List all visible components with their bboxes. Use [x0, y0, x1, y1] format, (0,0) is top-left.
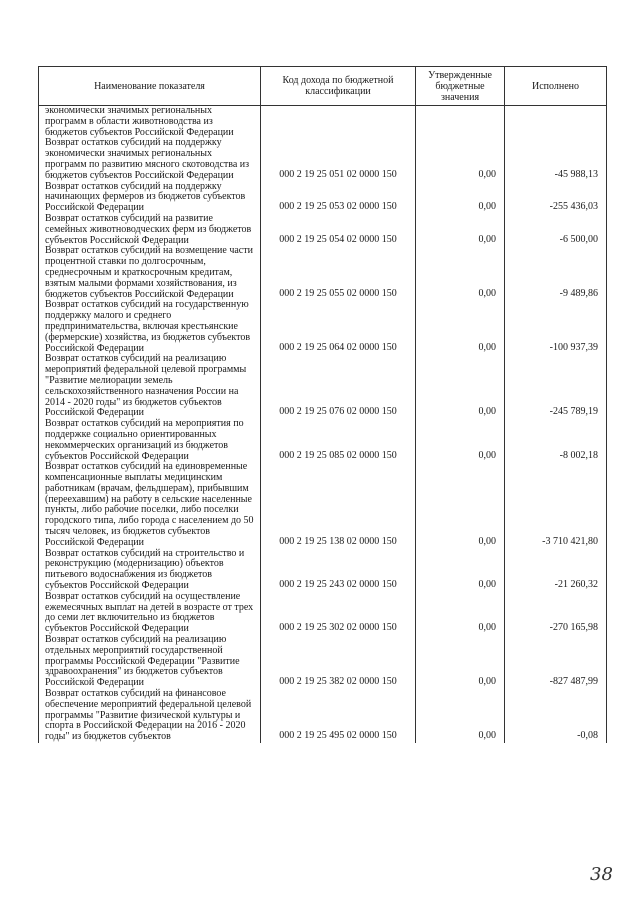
row-done: -827 487,99: [505, 635, 607, 689]
row-done: -6 500,00: [505, 214, 607, 246]
row-name: Возврат остатков субсидий на развитие семейных животноводческих ферм из бюджетов субъектов Российской Федерации: [39, 214, 261, 246]
page-number: 38: [590, 864, 613, 885]
row-done: -3 710 421,80: [505, 462, 607, 548]
table-row: [39, 214, 607, 246]
row-code: 000 2 19 25 051 02 0000 150: [261, 138, 416, 181]
table-row: [39, 182, 607, 214]
row-code: 000 2 19 25 053 02 0000 150: [261, 182, 416, 214]
row-approved: 0,00: [416, 354, 505, 419]
header-done: Исполнено: [505, 67, 607, 106]
row-done: [505, 106, 607, 139]
row-name: Возврат остатков субсидий на строительство и реконструкцию (модернизацию) объектов питьевого водоснабжения из бюджетов субъектов Российской Федерации: [39, 549, 261, 592]
row-approved: [416, 106, 505, 139]
row-code: [261, 106, 416, 139]
row-code: 000 2 19 25 054 02 0000 150: [261, 214, 416, 246]
row-name: Возврат остатков субсидий на возмещение части процентной ставки по долгосрочным, среднесрочным и краткосрочным кредитам, взятым малыми формами хозяйствования, из бюджетов субъектов Российской Федерации: [39, 246, 261, 300]
row-done: -8 002,18: [505, 419, 607, 462]
table-row: [39, 354, 607, 419]
header-code: Код дохода по бюджетной классификации: [261, 67, 416, 106]
table-row: [39, 419, 607, 462]
row-approved: 0,00: [416, 300, 505, 354]
header-approved: Утвержденные бюджетные значения: [416, 67, 505, 106]
row-name: Возврат остатков субсидий на реализацию мероприятий федеральной целевой программы "Развитие мелиорации земель сельскохозяйственного назначения России на 2014 - 2020 годы" из бюджетов субъектов Российской Федерации: [39, 354, 261, 419]
row-name: экономически значимых региональных программ в области животноводства из бюджетов субъектов Российской Федерации: [39, 106, 261, 139]
row-done: -270 165,98: [505, 592, 607, 635]
table-row: [39, 246, 607, 300]
row-name: Возврат остатков субсидий на поддержку начинающих фермеров из бюджетов субъектов Российской Федерации: [39, 182, 261, 214]
row-done: -9 489,86: [505, 246, 607, 300]
row-name: Возврат остатков субсидий на поддержку экономически значимых региональных программ по развитию мясного скотоводства из бюджетов субъектов Российской Федерации: [39, 138, 261, 181]
row-approved: 0,00: [416, 419, 505, 462]
table-row: [39, 689, 607, 743]
row-done: -0,08: [505, 689, 607, 743]
row-approved: 0,00: [416, 246, 505, 300]
row-approved: 0,00: [416, 549, 505, 592]
row-code: 000 2 19 25 302 02 0000 150: [261, 592, 416, 635]
row-name: Возврат остатков субсидий на реализацию отдельных мероприятий государственной программы Российской Федерации "Развитие здравоохранения" из бюджетов субъектов Российской Федерации: [39, 635, 261, 689]
row-name: Возврат остатков субсидий на осуществление ежемесячных выплат на детей в возрасте от трех до семи лет включительно из бюджетов субъектов Российской Федерации: [39, 592, 261, 635]
table-header-row: [39, 67, 607, 106]
row-approved: 0,00: [416, 635, 505, 689]
row-code: 000 2 19 25 055 02 0000 150: [261, 246, 416, 300]
header-name: Наименование показателя: [39, 67, 261, 106]
table-row: [39, 138, 607, 181]
row-code: 000 2 19 25 138 02 0000 150: [261, 462, 416, 548]
row-approved: 0,00: [416, 214, 505, 246]
row-approved: 0,00: [416, 689, 505, 743]
table-row: [39, 635, 607, 689]
row-code: 000 2 19 25 495 02 0000 150: [261, 689, 416, 743]
row-approved: 0,00: [416, 138, 505, 181]
row-code: 000 2 19 25 076 02 0000 150: [261, 354, 416, 419]
row-approved: 0,00: [416, 182, 505, 214]
row-name: Возврат остатков субсидий на государственную поддержку малого и среднего предпринимательства, включая крестьянские (фермерские) хозяйства, из бюджетов субъектов Российской Федерации: [39, 300, 261, 354]
row-approved: 0,00: [416, 592, 505, 635]
budget-report-page: [38, 66, 606, 743]
row-done: -100 937,39: [505, 300, 607, 354]
row-code: 000 2 19 25 085 02 0000 150: [261, 419, 416, 462]
row-done: -255 436,03: [505, 182, 607, 214]
row-code: 000 2 19 25 243 02 0000 150: [261, 549, 416, 592]
row-name: Возврат остатков субсидий на единовременные компенсационные выплаты медицинским работникам (врачам, фельдшерам), прибывшим (переехавшим) на работу в сельские населенные пункты, либо рабочие поселки, либо поселки городского типа, либо города с населением до 50 тысяч человек, из бюджетов субъектов Российской Федерации: [39, 462, 261, 548]
row-name: Возврат остатков субсидий на мероприятия по поддержке социально ориентированных некоммерческих организаций из бюджетов субъектов Российской Федерации: [39, 419, 261, 462]
table-row: [39, 549, 607, 592]
row-done: -21 260,32: [505, 549, 607, 592]
row-done: -245 789,19: [505, 354, 607, 419]
row-done: -45 988,13: [505, 138, 607, 181]
row-name: Возврат остатков субсидий на финансовое обеспечение мероприятий федеральной целевой программы "Развитие физической культуры и спорта в Российской Федерации на 2016 - 2020 годы" из бюджетов субъектов: [39, 689, 261, 743]
row-code: 000 2 19 25 064 02 0000 150: [261, 300, 416, 354]
row-code: 000 2 19 25 382 02 0000 150: [261, 635, 416, 689]
table-row: [39, 592, 607, 635]
table-row: [39, 106, 607, 139]
row-approved: 0,00: [416, 462, 505, 548]
table-row: [39, 300, 607, 354]
table-row: [39, 462, 607, 548]
revenue-table: [38, 66, 607, 743]
